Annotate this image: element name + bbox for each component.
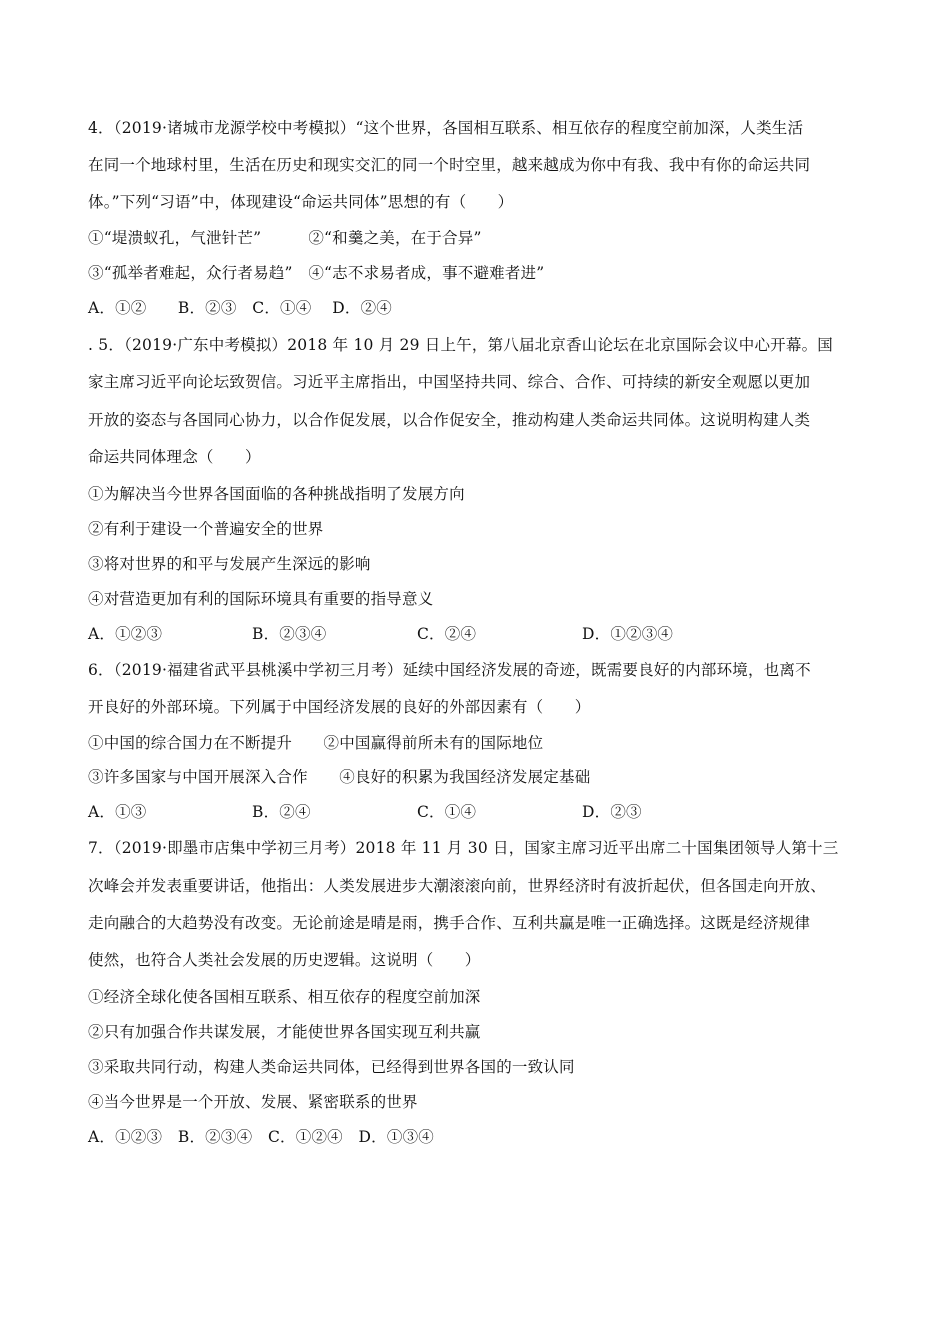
q7-statement-2: ②只有加强合作共谋发展，才能使世界各国实现互利共赢 [88,1023,481,1041]
q5-stem-line-3: 开放的姿态与各国同心协力，以合作促发展，以合作促安全，推动构建人类命运共同体。这说明构建人类 [88,411,811,429]
q5-option-c: C．②④ [417,625,477,643]
q6-option-b: B．②④ [252,803,311,821]
q6-statement-2: ③许多国家与中国开展深入合作 ④良好的积累为我国经济发展定基础 [88,768,591,786]
q7-statement-4: ④当今世界是一个开放、发展、紧密联系的世界 [88,1093,418,1111]
q5-stem-line-2: 家主席习近平向论坛致贺信。习近平主席指出，中国坚持共同、综合、合作、可持续的新安全观愿以更加 [88,373,811,391]
q6-option-a: A．①③ [88,803,147,821]
q7-statement-1: ①经济全球化使各国相互联系、相互依存的程度空前加深 [88,988,481,1006]
q5-stem-line-1: . 5．（2019·广东中考模拟）2018 年 10 月 29 日上午，第八届北京香山论坛在北京国际会议中心开幕。国 [88,336,833,354]
q6-option-c: C．①④ [417,803,477,821]
q5-statement-2: ②有利于建设一个普遍安全的世界 [88,520,324,538]
q7-stem-line-3: 走向融合的大趋势没有改变。无论前途是晴是雨，携手合作、互利共赢是唯一正确选择。这既是经济规律 [88,914,811,932]
q5-option-b: B．②③④ [252,625,327,643]
q5-option-a: A．①②③ [88,625,163,643]
q5-option-d: D．①②③④ [582,625,674,643]
q7-stem-line-4: 使然，也符合人类社会发展的历史逻辑。这说明（ ） [88,951,481,969]
q6-statement-1: ①中国的综合国力在不断提升 ②中国赢得前所未有的国际地位 [88,734,544,752]
q4-stem-line-3: 体。”下列“习语”中，体现建设“命运共同体”思想的有（ ） [88,193,514,211]
q6-option-d: D．②③ [582,803,642,821]
q7-stem-line-1: 7．（2019·即墨市店集中学初三月考）2018 年 11 月 30 日，国家主席习近平出席二十国集团领导人第十三 [88,839,839,857]
q7-statement-3: ③采取共同行动，构建人类命运共同体，已经得到世界各国的一致认同 [88,1058,575,1076]
q6-stem-line-2: 开良好的外部环境。下列属于中国经济发展的良好的外部因素有（ ） [88,698,591,716]
q4-statement-2: ③“孤举者难起，众行者易趋” ④“志不求易者成，事不避难者进” [88,264,545,282]
q5-statement-1: ①为解决当今世界各国面临的各种挑战指明了发展方向 [88,485,465,503]
q4-stem-line-2: 在同一个地球村里，生活在历史和现实交汇的同一个时空里，越来越成为你中有我、我中有你的命运共同 [88,156,811,174]
q5-statement-3: ③将对世界的和平与发展产生深远的影响 [88,555,371,573]
q4-statement-1: ①“堤溃蚁孔，气泄针芒” ②“和羹之美，在于合异” [88,229,482,247]
q5-stem-line-4: 命运共同体理念（ ） [88,448,261,466]
q5-statement-4: ④对营造更加有利的国际环境具有重要的指导意义 [88,590,434,608]
q7-options: A．①②③ B．②③④ C．①②④ D．①③④ [88,1128,434,1146]
q4-options: A．①② B．②③ C．①④ D．②④ [88,299,392,317]
q4-stem-line-1: 4．（2019·诸城市龙源学校中考模拟）“这个世界，各国相互联系、相互依存的程度空前加深，人类生活 [88,119,804,137]
q6-stem-line-1: 6．（2019·福建省武平县桃溪中学初三月考）延续中国经济发展的奇迹，既需要良好的内部环境，也离不 [88,661,811,679]
q7-stem-line-2: 次峰会并发表重要讲话，他指出：人类发展进步大潮滚滚向前，世界经济时有波折起伏，但各国走向开放、 [88,877,826,895]
